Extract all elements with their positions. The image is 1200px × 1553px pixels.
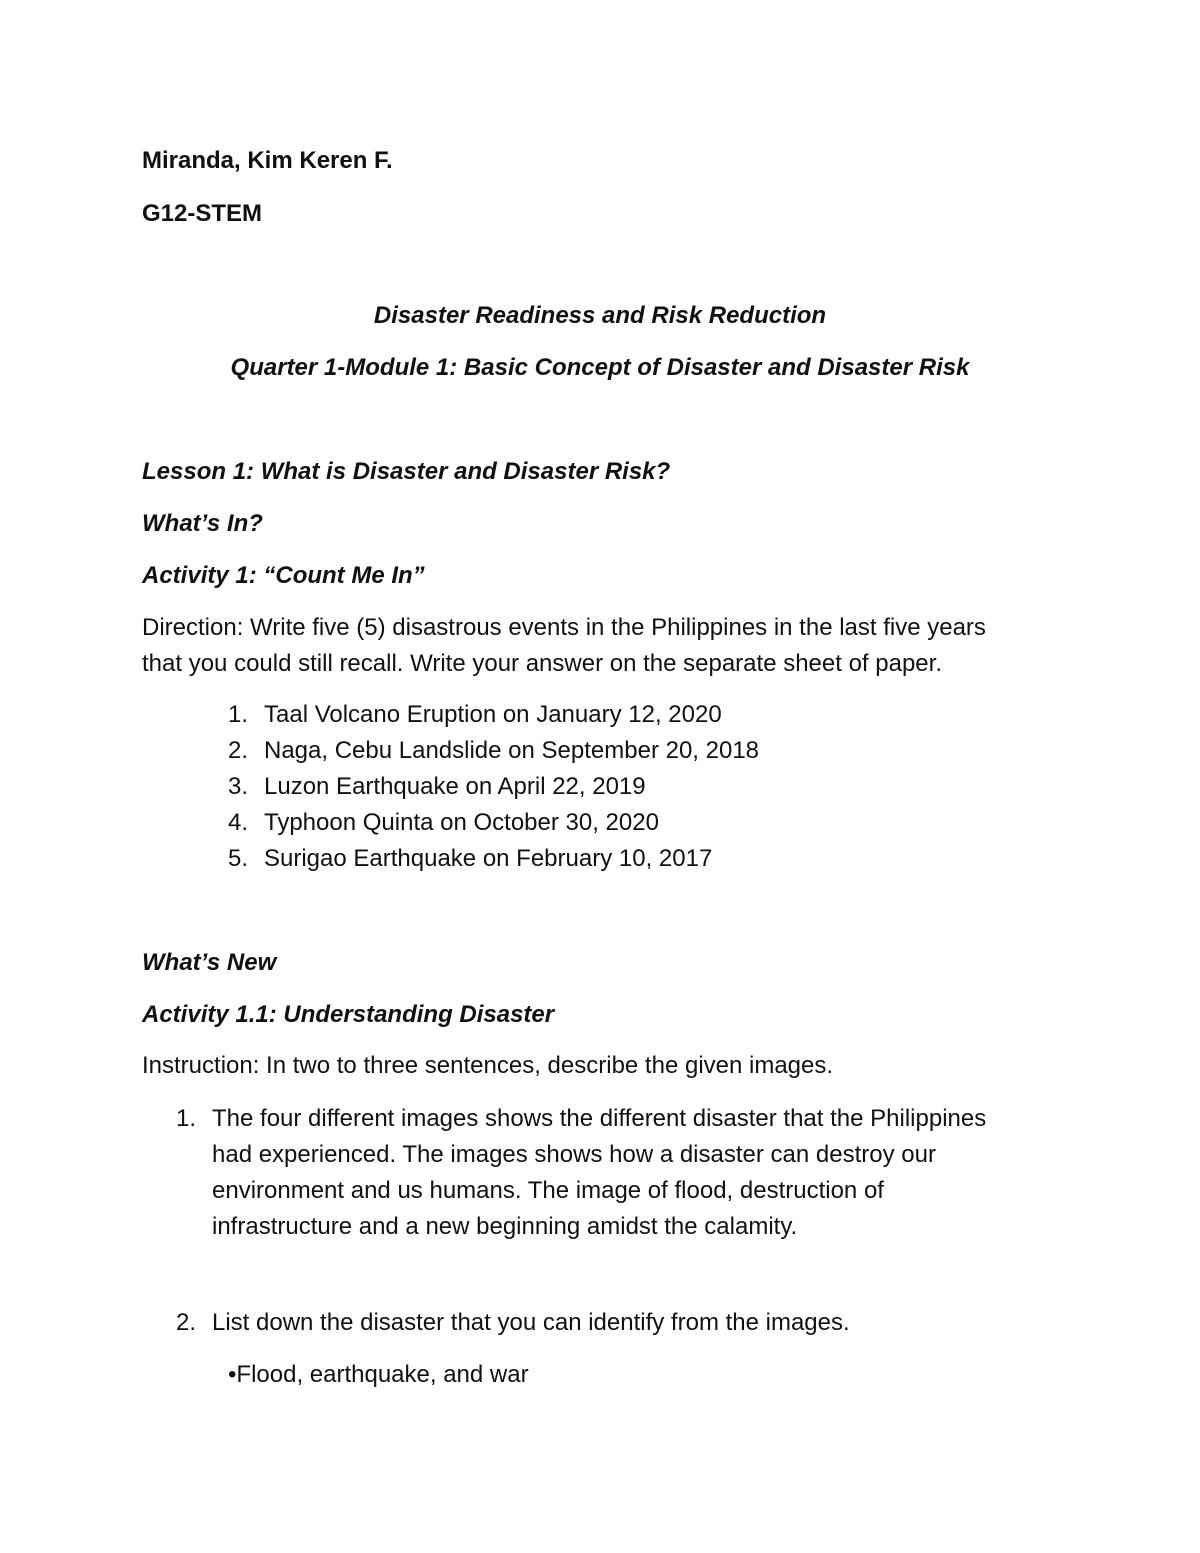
answer1-line: The four different images shows the different disaster that the Philippines <box>212 1105 987 1132</box>
student-section: G12-STEM <box>142 200 263 227</box>
subject-title: Disaster Readiness and Risk Reduction <box>373 302 827 329</box>
disaster-bullet: •Flood, earthquake, and war <box>228 1361 529 1388</box>
event-item: Naga, Cebu Landslide on September 20, 2018 <box>264 737 760 764</box>
direction-line: that you could still recall. Write your answer on the separate sheet of paper. <box>142 650 942 677</box>
event-item: Surigao Earthquake on February 10, 2017 <box>264 845 713 872</box>
event-number: 4. <box>228 809 249 836</box>
whats-new-heading: What’s New <box>142 949 277 976</box>
answer1-number: 1. <box>176 1105 197 1132</box>
event-number: 3. <box>228 773 249 800</box>
lesson-title: Lesson 1: What is Disaster and Disaster Risk? <box>142 458 671 485</box>
instruction-text: Instruction: In two to three sentences, describe the given images. <box>142 1052 834 1079</box>
answer2-number: 2. <box>176 1309 197 1336</box>
answer1-paragraph <box>212 1101 986 1245</box>
answer1-line: environment and us humans. The image of flood, destruction of <box>212 1177 884 1204</box>
student-name: Miranda, Kim Keren F. <box>142 147 393 174</box>
module-title: Quarter 1-Module 1: Basic Concept of Disaster and Disaster Risk <box>230 354 970 381</box>
event-item: Taal Volcano Eruption on January 12, 2020 <box>264 701 722 728</box>
whats-in-heading: What’s In? <box>142 510 263 537</box>
event-item: Luzon Earthquake on April 22, 2019 <box>264 773 646 800</box>
answer2-text: List down the disaster that you can identify from the images. <box>212 1309 850 1336</box>
direction-paragraph <box>142 610 986 682</box>
event-item: Typhoon Quinta on October 30, 2020 <box>264 809 659 836</box>
direction-line: Direction: Write five (5) disastrous events in the Philippines in the last five years <box>142 614 986 641</box>
activity11-title: Activity 1.1: Understanding Disaster <box>142 1001 555 1028</box>
answer1-line: infrastructure and a new beginning amidst the calamity. <box>212 1213 798 1240</box>
event-number: 5. <box>228 845 249 872</box>
event-number: 1. <box>228 701 249 728</box>
event-number: 2. <box>228 737 249 764</box>
answer1-line: had experienced. The images shows how a disaster can destroy our <box>212 1141 936 1168</box>
activity1-title: Activity 1: “Count Me In” <box>142 562 425 589</box>
